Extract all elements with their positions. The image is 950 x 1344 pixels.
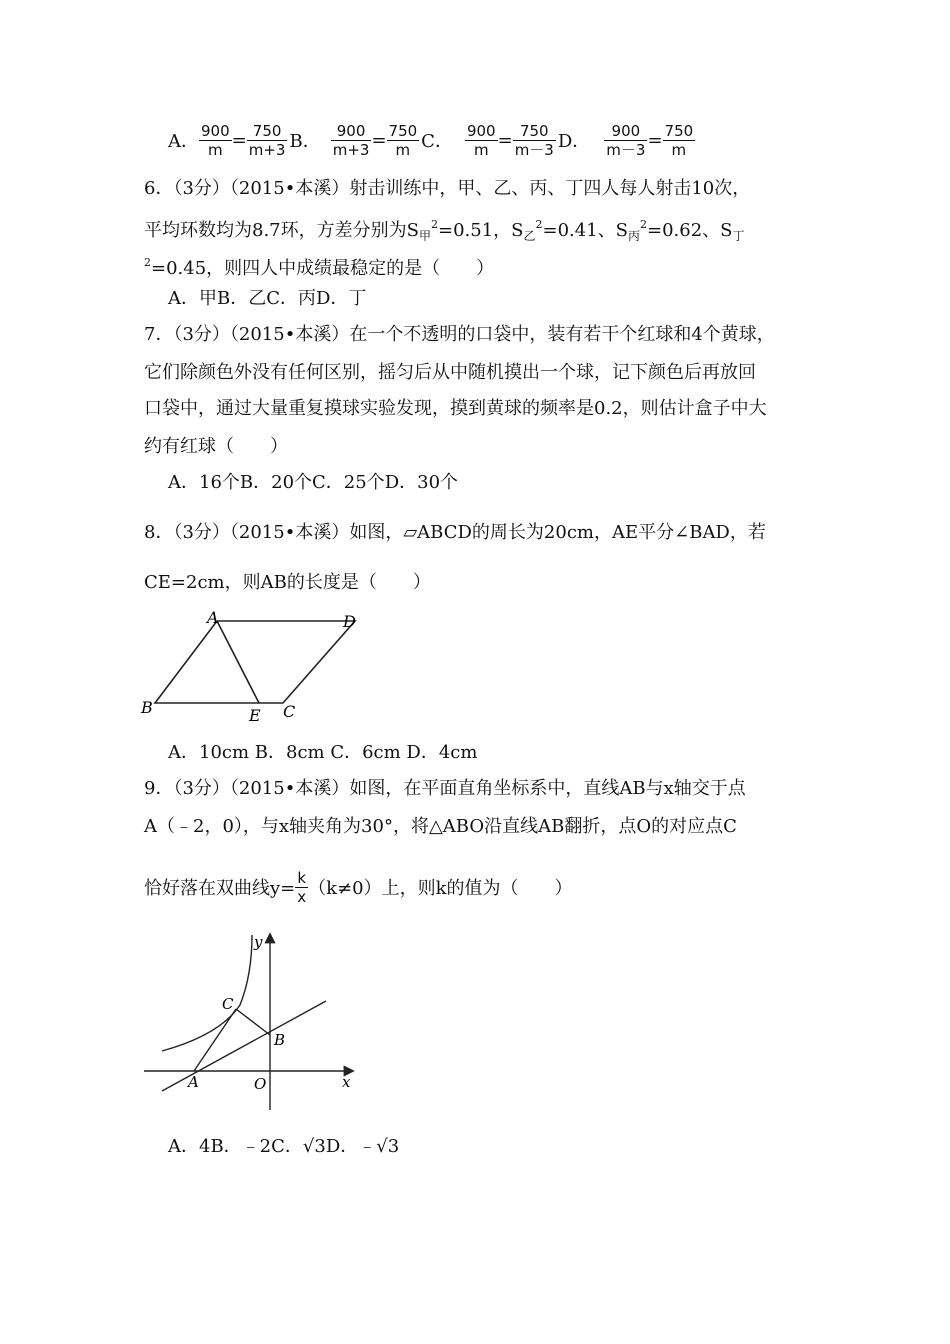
q9-text: 恰好落在双曲线y= <box>144 878 296 899</box>
q5-d-frac1: $\frac{900}{m-3}$ <box>606 121 646 159</box>
q9-line1: 9．（3分）（2015•本溪）如图，在平面直角坐标系中，直线AB与x轴交于点 <box>144 778 746 799</box>
q7-options: A．16个B．20个C．25个D．30个 <box>168 472 459 493</box>
q5-b-frac2: $\frac{750}{m}$ <box>388 121 418 159</box>
q6-sq: 2 <box>535 218 543 231</box>
q6-sub-ding: 丁 <box>732 229 745 243</box>
segment-cb <box>236 1009 270 1035</box>
label-d: D <box>343 612 356 631</box>
q8-options: A．10cm B．8cm C．6cm D．4cm <box>168 742 478 763</box>
label-o: O <box>254 1075 267 1093</box>
q5-option-a-label: A． <box>168 131 199 152</box>
q5-c-eq: = <box>497 129 513 151</box>
q9-line2: A（﹣2，0），与x轴夹角为30°，将△ABO沿直线AB翻折，点O的对应点C <box>144 816 737 837</box>
q6-sub-bing: 丙 <box>628 229 641 243</box>
q6-line3 <box>144 252 494 280</box>
q5-option-d-label: D． <box>557 131 591 152</box>
q6-sub-jia: 甲 <box>418 229 431 243</box>
q5-b-frac1: $\frac{900}{m+3}$ <box>332 121 370 159</box>
label-b: B <box>274 1031 286 1049</box>
q9-coordinate-figure <box>140 925 365 1115</box>
q6-sq: 2 <box>640 218 648 231</box>
q5-c-frac1: $\frac{900}{m}$ <box>466 121 496 159</box>
q6-text: =0.45，则四人中成绩最稳定的是（ ） <box>151 258 495 279</box>
q9-text: （k≠0）上，则k的值为（ ） <box>308 878 573 899</box>
q9-frac-k-over-x: $\frac{k}{x}$ <box>297 868 307 906</box>
q6-options: A．甲B．乙C．丙D．丁 <box>168 288 367 309</box>
q5-d-eq: = <box>647 129 663 151</box>
q5-b-eq: = <box>371 129 387 151</box>
q5-c-frac2: $\frac{750}{m-3}$ <box>514 121 554 159</box>
q5-options <box>168 118 695 162</box>
q6-line1: 6．（3分）（2015•本溪）射击训练中，甲、乙、丙、丁四人每人射击10次， <box>144 178 751 199</box>
label-c: C <box>283 702 296 721</box>
q7-line3: 口袋中，通过大量重复摸球实验发现，摸到黄球的频率是0.2，则估计盒子中大 <box>144 398 767 419</box>
parallelogram-abcd <box>155 621 355 703</box>
segment-ae <box>217 621 259 703</box>
label-b: B <box>141 698 153 717</box>
label-y: y <box>254 933 263 951</box>
q9-line3 <box>144 864 573 910</box>
q5-option-b-label: B． <box>289 131 321 152</box>
q5-a-frac1: $\frac{900}{m}$ <box>201 121 230 159</box>
q5-a-eq: = <box>231 129 247 151</box>
label-x: x <box>342 1073 351 1091</box>
q6-line2 <box>144 214 745 247</box>
q7-line1: 7．（3分）（2015•本溪）在一个不透明的口袋中，装有若干个红球和4个黄球， <box>144 324 775 345</box>
q5-d-frac2: $\frac{750}{m}$ <box>664 121 694 159</box>
q6-sq: 2 <box>430 218 438 231</box>
q5-option-c-label: C． <box>421 131 453 152</box>
q6-text: =0.41、S <box>542 220 628 241</box>
q6-sq: 2 <box>144 256 151 269</box>
label-c: C <box>222 995 234 1013</box>
label-e: E <box>249 706 261 725</box>
q7-line2: 它们除颜色外没有任何区别，摇匀后从中随机摸出一个球，记下颜色后再放回 <box>144 362 756 383</box>
q7-line4: 约有红球（ ） <box>144 436 288 457</box>
q6-text: =0.51，S <box>437 220 524 241</box>
q5-a-frac2: $\frac{750}{m+3}$ <box>248 121 286 159</box>
q9-options: A．4B．﹣2C．√3D．﹣√3 <box>168 1136 400 1157</box>
q6-text: 平均环数均为8.7环，方差分别为S <box>144 220 419 241</box>
q8-line2: CE=2cm，则AB的长度是（ ） <box>144 572 431 593</box>
label-a: A <box>207 608 219 627</box>
q6-sub-yi: 乙 <box>523 229 536 243</box>
label-a: A <box>188 1073 199 1091</box>
q6-text: =0.62、S <box>647 220 733 241</box>
hyperbola <box>162 935 252 1051</box>
q8-line1: 8．（3分）（2015•本溪）如图，▱ABCD的周长为20cm，AE平分∠BAD，若 <box>144 522 766 543</box>
q8-parallelogram-figure <box>135 605 375 725</box>
